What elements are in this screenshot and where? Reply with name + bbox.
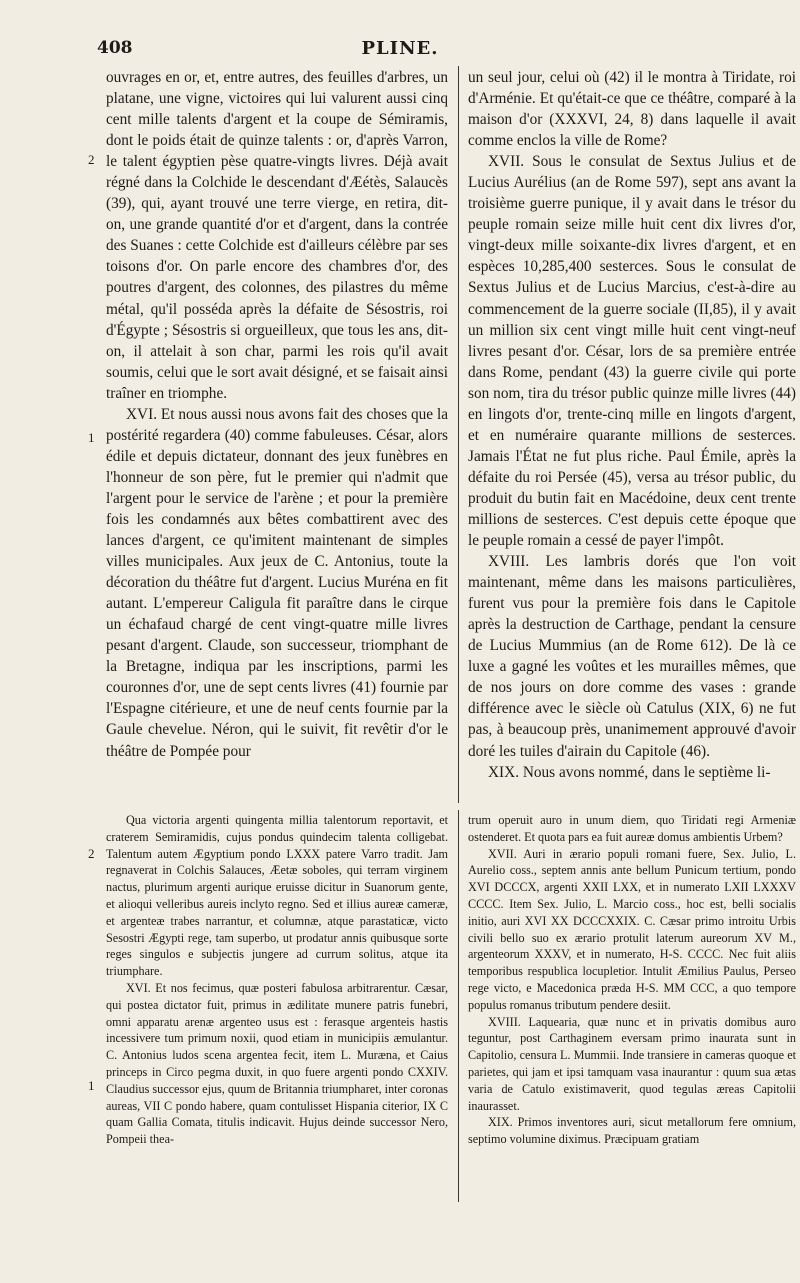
- paragraph: XVII. Auri in ærario populi romani fuere, Sex. Julio, L. Aurelio coss., septem annis ante bellum Punicum tertium, pondo XVI DCCCX, argenti XXII LXX, et in numerato LXII LXXXV CCCC. Item Sex. Julio, L. Marcio coss., hoc est, belli socialis initio, auri XVI XX DCCCXXIX. C. Cæsar primo introitu Urbis civili bello suo ex ærario protulit laterum aureorum XV M., argenteorum XXXV, et in numerato, H-S. CCCC. Nec fuit aliis temporibus respublica locupletior. Intulit Æmilius Paulus, Perseo rege victo, e Macedonica præda H-S. MM CCC, a quo tempore populus romanus tributum pendere desiit.: [468, 846, 796, 1012]
- paragraph: ouvrages en or, et, entre autres, des feuilles d'arbres, un platane, une vigne, victoires qui lui valurent aussi cinq cent mille talents d'argent et la coupe de Sémiramis, dont le poids était de quinze talents : or, d'après Varron, le talent égyptien pèse quatre-vingts livres. Déjà avait régné dans la Colchide le descendant d'Æétès, Salaucès (39), qui, ayant trouvé une terre vierge, en retira, dit-on, une grande quantité d'or et d'argent, dans la contrée des Suanes : cette Colchide est d'ailleurs célèbre par ses toisons d'or. On parle encore des chambres d'or, des poutres d'argent, des colonnes, des pilastres du même métal, qu'il posséda après la défaite de Sésostris, roi d'Égypte ; Sésostris si orgueilleux, que tous les ans, dit-on, il attelait à son char, parmi les rois qu'il avait soumis, celui que le sort avait désigné, et se faisait ainsi traîner en triomphe.: [106, 69, 448, 402]
- margin-number: 2: [88, 152, 95, 167]
- paragraph: XIX. Nous avons nommé, dans le septième li-: [488, 763, 771, 781]
- paragraph: XVIII. Les lambris dorés que l'on voit maintenant, même dans les maisons particulières, furent vus pour la première fois dans le Capitole après la destruction de Carthage, pendant la censure de Lucius Mummius (an de Rome 612). De là ce luxe a gagné les voûtes et les murailles mêmes, que de nos jours on dore comme des vases : grande différence avec le siècle où Catulus (XIX, 6) ne fut pas, à beaucoup près, unanimement approuvé d'avoir doré les tuiles d'airain du Capitole (46).: [468, 553, 796, 760]
- paragraph: XVI. Et nos fecimus, quæ posteri fabulosa arbitrarentur. Cæsar, qui postea dictator fuit, primus in ædilitate munere patris funebri, omni apparatu arenæ argenteo usus est : ferasque argenteis hastis incessivere tum primum noxii, quod etiam in municipiis æmulantur. C. Antonius ludos scena argentea fecit, item L. Muræna, et Caius princeps in Circo pegma duxit, in quo fuere argenti pondo CXXIV. Claudius successor ejus, quum de Britannia triumpharet, inter coronas aureas, VII C pondo habere, quam contulisset Hispania citerior, IX C quam Gallia Comata, titulis indicavit. Hujus deinde successor Nero, Pompeii thea-: [106, 980, 448, 1147]
- french-text-right-column: [468, 67, 796, 811]
- paragraph: un seul jour, celui où (42) il le montra à Tiridate, roi d'Arménie. Et qu'était-ce que ce théâtre, comparé à la maison d'or (XXXVI, 24, 8) dans laquelle il avait comme enclos la ville de Rome?: [468, 69, 796, 150]
- margin-number: 1: [88, 430, 95, 445]
- french-text-left-column: [106, 67, 448, 811]
- paragraph: XVI. Et nous aussi nous avons fait des choses que la postérité regardera (40) comme fabuleuses. César, alors édile et depuis dictateur, donnant des jeux funèbres en l'honneur de son père, fut le premier qui n'admit que l'argent pour le service de l'arène ; et pour la première fois les condamnés aux bêtes combattirent avec des lances d'argent, ce qu'imitent maintenant de simples villes municipales. Aux jeux de C. Antonius, toute la décoration du théâtre fut d'argent. Lucius Muréna en fit autant. L'empereur Caligula fit paraître dans le cirque un échafaud chargé de cent vingt-quatre mille livres pesant d'argent. Claude, son successeur, triomphant de la Bretagne, indiqua par les inscriptions, parmi les couronnes d'or, une de sept cents livres (41) fournie par l'Espagne citérieure, et une de neuf cents fournie par la Gaule chevelue. Néron, qui le suivit, fit revêtir d'or le théâtre de Pompée pour: [106, 405, 448, 760]
- paragraph: XVIII. Laquearia, quæ nunc et in privatis domibus auro teguntur, post Carthaginem eversam primo inaurata sunt in Capitolio, censura L. Mummii. Inde transiere in cameras quoque et parietes, qui jam et ipsi tamquam vasa inaurantur : quum sua ætas varia de Catulo existimaverit, quod tegulas æreas Capitolii inaurasset.: [468, 1014, 796, 1113]
- page-number: 408: [97, 38, 133, 58]
- latin-text-right-column: [468, 812, 796, 1207]
- margin-number: 1: [88, 1078, 95, 1093]
- column-divider: [458, 66, 459, 803]
- paragraph: trum operuit auro in unum diem, quo Tiridati regi Armeniæ ostenderet. Et quota pars ea fuit aureæ domus ambientis Urbem?: [468, 813, 796, 844]
- paragraph: XIX. Primos inventores auri, sicut metallorum fere omnium, septimo volumine diximus. Præcipuam gratiam: [468, 1115, 796, 1147]
- latin-text-left-column: [106, 812, 448, 1207]
- running-title: PLINE.: [361, 38, 439, 59]
- margin-number: 2: [88, 846, 95, 861]
- paragraph: Qua victoria argenti quingenta millia talentorum reportavit, et craterem Semiramidis, cujus pondus quindecim talenta colligebat. Talentum autem Ægyptium pondo LXXX patere Varro tradit. Jam regnaverat in Colchis Salauces, Æetæ soboles, qui terram virginem nactus, plurimum argenti aurique eruisse dicitur in Suanorum gente, et alioqui velleribus aureis inclyto regno. Sed et illius aureæ cameræ, et argenteæ trabes narrantur, et columnæ, atque parastaticæ, victo Sesostri Ægypti rege, tam superbo, ut prodatur annis quibusque sorte reges singulos e subjectis jungere ad currum solitus, atque ita triumphare.: [106, 813, 448, 979]
- paragraph: XVII. Sous le consulat de Sextus Julius et de Lucius Aurélius (an de Rome 597), sept ans avant la troisième guerre punique, il y avait dans le trésor du peuple romain seize mille huit cent dix livres d'or, vingt-deux mille soixante-dix livres d'argent, et en espèces 10,285,400 sesterces. Sous le consulat de Sextus Julius et de Lucius Marcius, c'est-à-dire au commencement de la guerre sociale (II,85), il y avait un million six cent vingt mille huit cent vingt-neuf livres pesant d'or. César, lors de sa première entrée dans Rome, pendant (43) la guerre civile qui porte son nom, tira du trésor public quinze mille livres (44) en lingots d'or, trente-cinq mille en lingots d'argent, et en numéraire quarante millions de sesterces. Jamais l'État ne fut plus riche. Paul Émile, après la défaite du roi Persée (45), versa au trésor public, du produit du butin fait en Macédoine, deux cent trente millions de sesterces. C'est depuis cette époque que le peuple romain a cessé de payer l'impôt.: [468, 153, 796, 550]
- page-header: [0, 38, 800, 62]
- column-divider: [458, 810, 459, 1202]
